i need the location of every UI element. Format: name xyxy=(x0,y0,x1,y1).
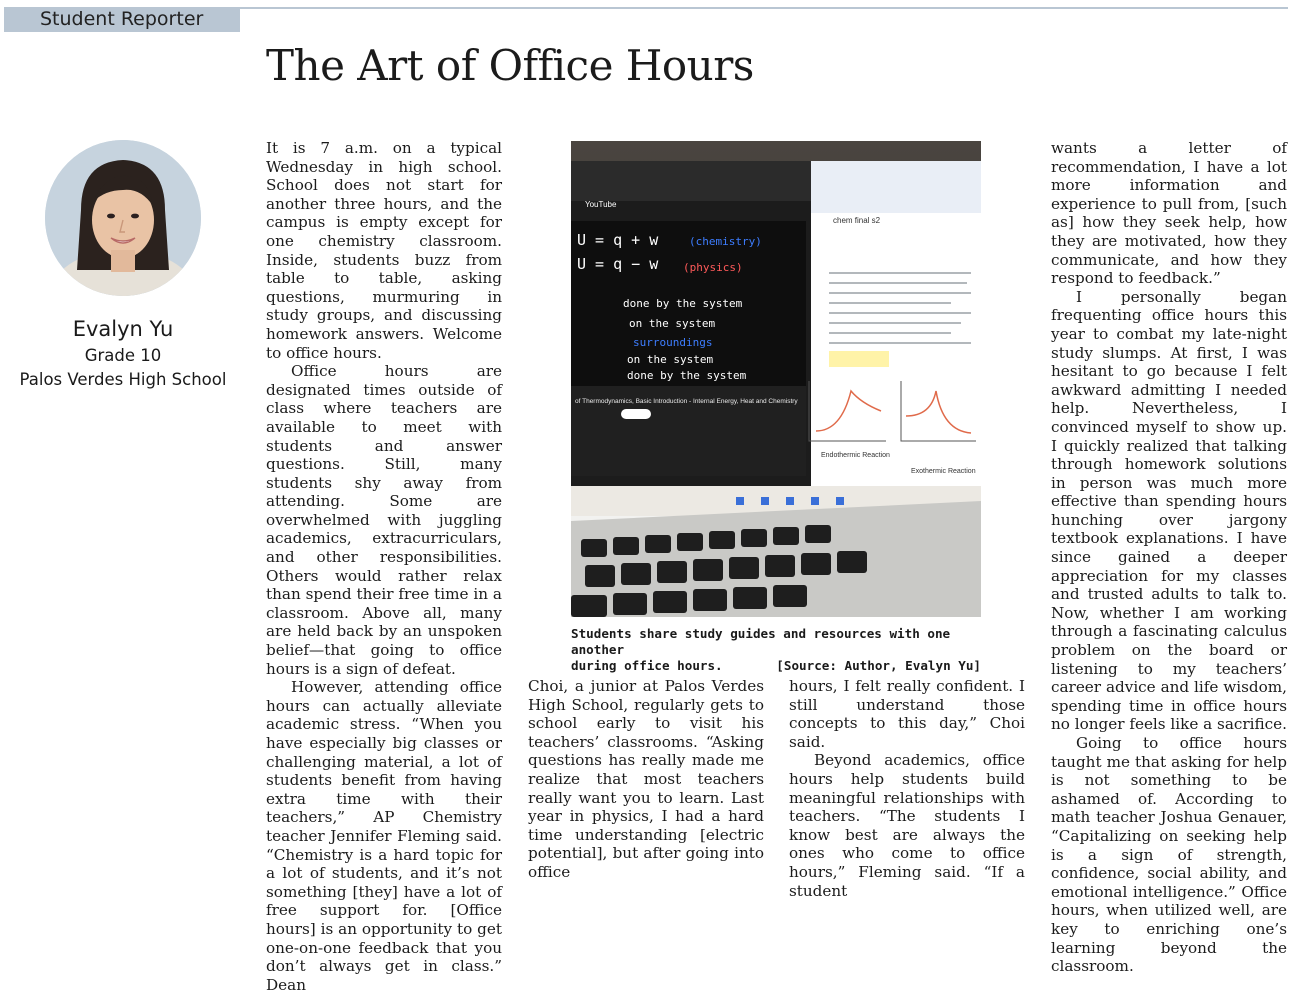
article-column-4 xyxy=(1051,139,1287,976)
board-line: on the system xyxy=(627,353,714,366)
author-school: Palos Verdes High School xyxy=(19,370,227,389)
section-tag: Student Reporter xyxy=(4,7,240,32)
paragraph: Going to office hours taught me that asking for help is not something to be ashamed of. According to math teacher Joshua Genauer, “Capitalizing on seeking help is a sign of strength, confidence, social ability, and emotional intelligence.” Office hours, when utilized well, are key to enriching one’s learning beyond the classroom. xyxy=(1051,734,1287,976)
caption-source: [Source: Author, Evalyn Yu] xyxy=(776,658,981,673)
svg-text:YouTube: YouTube xyxy=(585,200,617,209)
article-column-1 xyxy=(266,139,502,994)
author-box xyxy=(0,140,246,390)
board-line: U = q + w xyxy=(577,231,659,249)
paragraph: I personally began frequenting office hours this year to combat my late-night study slumps. At first, I was hesitant to go because I felt awkward admitting I needed help. Nevertheless, I convinced myself to show up. I quickly realized that talking through homework solutions in person was much more effective than spending hours hunching over jargony textbook explanations. I have since gained a deeper appreciation for my classes and trusted adults to talk to. Now, whether I am working through a fascinating calculus problem on the board or listening to my teachers’ career advice and life wisdom, spending time in office hours no longer feels like a sacrifice. xyxy=(1051,287,1287,734)
paragraph: Choi, a junior at Palos Verdes High School, regularly gets to school early to visit his teachers’ classrooms. “Asking questions has really made me realize that most teachers really want you to learn. Last year in physics, I had a hard time understanding [electric potential], but after going into office xyxy=(528,677,764,881)
author-photo xyxy=(45,140,201,296)
board-line: (chemistry) xyxy=(689,235,762,248)
paragraph: hours, I felt really confident. I still understand those concepts to this day,” Choi said. xyxy=(789,677,1025,751)
caption-line-2: during office hours. xyxy=(571,658,723,673)
header-rule xyxy=(240,7,1288,9)
paragraph: Office hours are designated times outside of class where teachers are available to meet with students and answer questions. Still, many students shy away from attending. Some are overwhelmed with juggling academics, extracurriculars, and other responsibilities. Others would rather relax than spend their free time in a classroom. Above all, many are held back by an unspoken belief—that going to office hours is a sign of defeat. xyxy=(266,362,502,678)
article-column-2 xyxy=(528,677,764,882)
headline: The Art of Office Hours xyxy=(266,41,754,90)
author-name: Evalyn Yu xyxy=(72,317,174,341)
paragraph: However, attending office hours can actually alleviate academic stress. “When you have especially big classes or challenging material, a lot of students benefit from having extra time with their teachers,” AP Chemistry teacher Jennifer Fleming said. “Chemistry is a hard topic for a lot of students, and it’s not something [they] have a lot of free support for. [Office hours] is an opportunity to get one-on-one feedback that you don’t always get in class.” Dean xyxy=(266,678,502,994)
paragraph: wants a letter of recommendation, I have a lot more information and experience to pull from, [such as] how they seek help, how they are motivated, how they communicate, and how they respond to feedback.” xyxy=(1051,139,1287,288)
doc-title: chem final s2 xyxy=(833,216,881,225)
board-line: surroundings xyxy=(633,336,713,349)
paragraph: Beyond academics, office hours help students build meaningful relationships with teachers. “The students I know best are always the ones who come to office hours,” Fleming said. “If a student xyxy=(789,751,1025,900)
paragraph: It is 7 a.m. on a typical Wednesday in high school. School does not start for another three hours, and the campus is empty except for one chemistry classroom. Inside, students buzz from table to table, asking questions, murmuring in study groups, and discussing homework answers. Welcome to office hours. xyxy=(266,139,502,362)
board-line: done by the system xyxy=(627,369,747,382)
article-photo xyxy=(571,141,981,617)
board-line: (physics) xyxy=(683,261,743,274)
caption-line-1: Students share study guides and resources with one another xyxy=(571,626,951,657)
board-line: on the system xyxy=(629,317,716,330)
video-title: of Thermodynamics, Basic Introduction - Internal Energy, Heat and Chemistry xyxy=(575,398,798,405)
author-grade: Grade 10 xyxy=(84,346,162,365)
article-column-3 xyxy=(789,677,1025,900)
graph-label: Endothermic Reaction xyxy=(821,452,890,459)
board-line: U = q − w xyxy=(577,255,659,273)
photo-caption xyxy=(571,626,981,674)
graph-label: Exothermic Reaction xyxy=(911,468,976,475)
board-line: done by the system xyxy=(623,297,743,310)
